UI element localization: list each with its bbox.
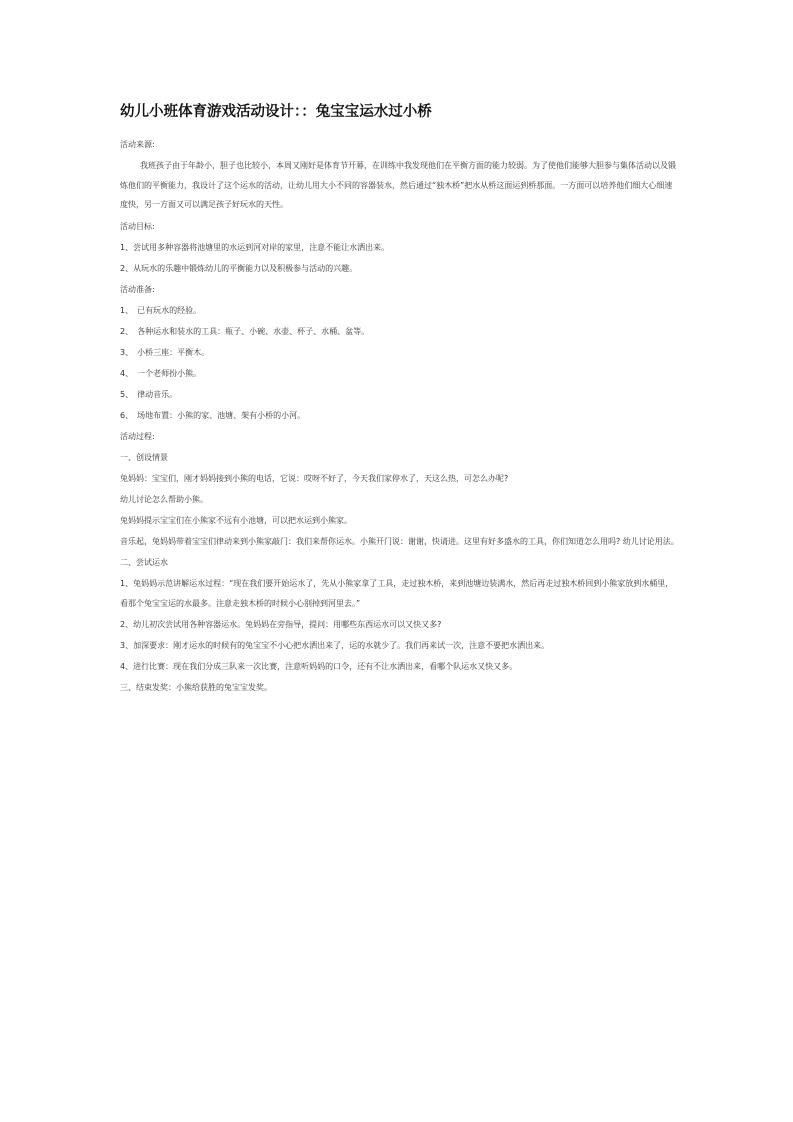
process-line: 1、兔妈妈示范讲解运水过程：“现在我们要开始运水了，先从小熊家拿了工具，走过独木桥，来到池塘边装满水，然后再走过独木桥回到小熊家放到水桶里，看那个兔宝宝运的水最多。注意走独木桥的时候小心别掉到河里去。” (120, 579, 674, 608)
document-title: 幼儿小班体育游戏活动设计：：兔宝宝运水过小桥 (120, 103, 432, 120)
process-line: 2、幼儿初次尝试用各种容器运水。兔妈妈在旁指导，提问：用哪些东西运水可以又快又多? (120, 620, 442, 629)
process-line: 兔妈妈：宝宝们，刚才妈妈接到小熊的电话，它说：哎呀不好了，今天我们家停水了，天这么热，可怎么办呢? (120, 473, 509, 483)
process-line: 音乐起，兔妈妈带着宝宝们律动来到小熊家敲门：我们来帮你运水。小熊开门说：谢谢，快请进。这里有好多盛水的工具，你们知道怎么用吗? 幼儿讨论用法。 (120, 536, 679, 546)
step-heading: 三、结束发奖：小熊给获胜的兔宝宝发奖。 (120, 683, 272, 692)
paragraph-source: 我班孩子由于年龄小，胆子也比较小，本周又刚好是体育节开幕，在训练中我发现他们在平衡方面的能力较弱。为了使他们能够大胆参与集体活动以及锻炼他们的平衡能力，我设计了这个运水的活动，让幼儿用大小不同的容器装水，然后通过“独木桥”把水从桥这面运到桥那面。一方面可以培养他们细大心细速度快，另一方面又可以满足孩子好玩水的天性。 (120, 161, 676, 209)
step-heading: 一、创设情景 (120, 452, 168, 462)
section-heading-source: 活动来源: (120, 140, 155, 149)
preparation-item: 5、 律动音乐。 (120, 389, 178, 399)
process-line: 4、进行比赛：现在我们分成三队来一次比赛，注意听妈妈的口令，还有不让水洒出来，看哪个队运水又快又多。 (120, 662, 518, 671)
process-line: 兔妈妈提示宝宝们在小熊家不远有小池塘，可以把水运到小熊家。 (120, 515, 352, 525)
goal-item: 2、从玩水的乐趣中锻炼幼儿的平衡能力以及积极参与活动的兴趣。 (120, 263, 358, 273)
process-line: 3、加深要求：刚才运水的时候有的兔宝宝不小心把水洒出来了，运的水就少了。我们再来试一次，注意不要把水洒出来。 (120, 641, 550, 650)
step-heading: 二、尝试运水 (120, 558, 168, 567)
section-heading-process: 活动过程: (120, 431, 155, 441)
section-heading-goals: 活动目标: (120, 221, 155, 231)
preparation-item: 4、 一个老师扮小熊。 (120, 368, 202, 378)
process-line: 幼儿讨论怎么帮助小熊。 (120, 494, 208, 504)
preparation-item: 1、 已有玩水的经验。 (120, 305, 202, 315)
goal-item: 1、尝试用多种容器将池塘里的水运到河对岸的家里，注意不能让水洒出来。 (120, 242, 390, 252)
preparation-item: 2、 各种运水和装水的工具：瓶子、小碗、水壶、杯子、水桶、盆等。 (120, 326, 370, 336)
document-body (120, 102, 680, 698)
preparation-item: 6、 场地布置：小熊的家、池塘、架有小桥的小河。 (120, 410, 306, 420)
preparation-item: 3、 小桥三座：平衡木。 (120, 347, 210, 357)
section-heading-preparation: 活动准备: (120, 284, 155, 294)
